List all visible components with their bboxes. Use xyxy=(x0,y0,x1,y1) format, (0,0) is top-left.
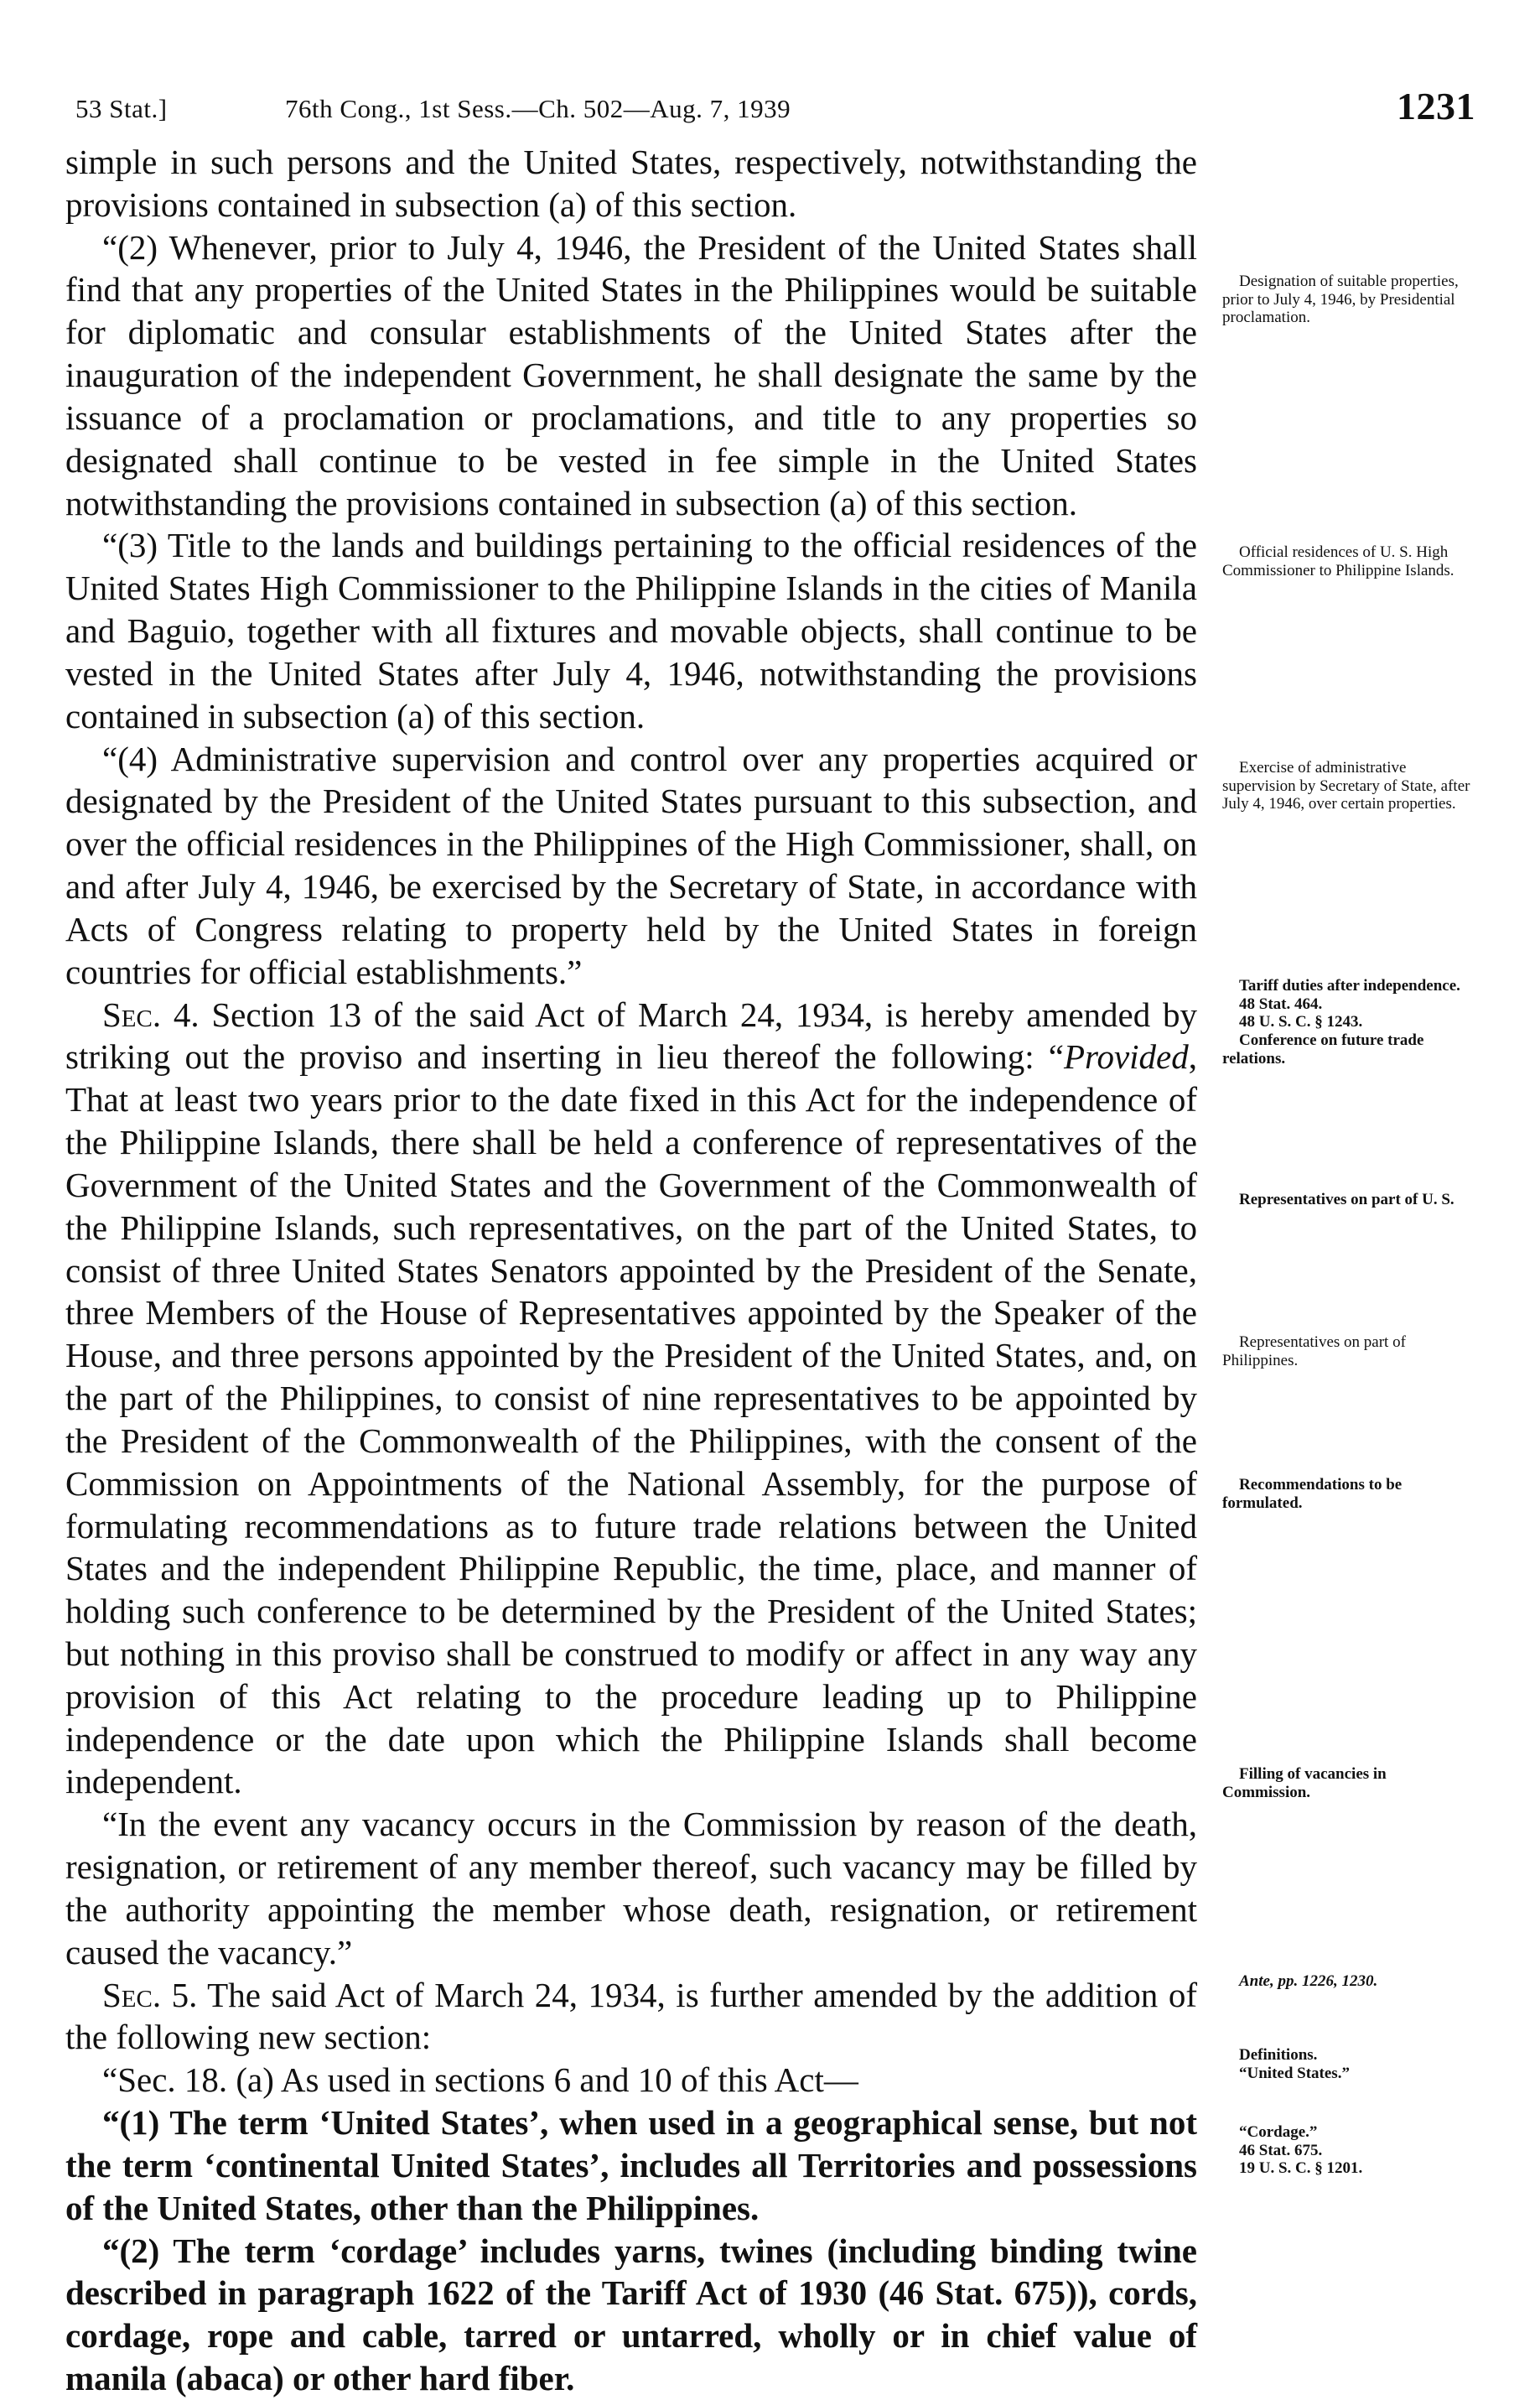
page-number: 1231 xyxy=(1397,85,1475,127)
margin-note-line: “Cordage.” xyxy=(1239,2123,1318,2141)
margin-note-line: Official residences of U. S. High Commissioner to Philippine Islands. xyxy=(1222,543,1454,579)
paragraph-section-18: “Sec. 18. (a) As used in sections 6 and 10 of this Act— xyxy=(102,2060,858,2100)
margin-note-citation: 19 U. S. C. § 1201. xyxy=(1239,2159,1363,2178)
margin-note-line: Representatives on part of Philippines. xyxy=(1222,1333,1406,1369)
section-label: Sec. xyxy=(102,1975,162,2014)
paragraph-continuation: simple in such persons and the United States, respectively, notwithstanding the provisions contained in subsection (a) of this section. xyxy=(65,143,1197,224)
margin-note-citation: 48 U. S. C. § 1243. xyxy=(1239,1013,1363,1031)
paragraph-definition-united-states: “(1) The term ‘United States’, when used in a geographical sense, but not the term ‘continental United States’, includes all Territories and possessions of the United States, other than the Philippines. xyxy=(65,2103,1197,2227)
margin-note-cordage xyxy=(1222,2123,1474,2178)
section-label: Sec. xyxy=(102,995,162,1034)
margin-note-line: Exercise of administrative supervision by Secretary of State, after July 4, 1946, over certain properties. xyxy=(1222,759,1470,813)
paragraph-vacancy: “In the event any vacancy occurs in the Commission by reason of the death, resignation, or retirement of any member thereof, such vacancy may be filled by the authority appointing the member whose death, resignation, or retirement caused the vacancy.” xyxy=(65,1805,1197,1971)
margin-note-line: “United States.” xyxy=(1239,2064,1350,2082)
margin-note-line: Designation of suitable properties, prior to July 4, 1946, by Presidential proclamation. xyxy=(1222,273,1459,327)
margin-note-line: Ante, pp. 1226, 1230. xyxy=(1239,1972,1378,1990)
margin-note-representatives-us xyxy=(1222,1191,1474,1209)
paragraph-section-5 xyxy=(65,1974,1197,2060)
margin-note-line: Representatives on part of U. S. xyxy=(1239,1191,1454,1208)
margin-note-vacancies xyxy=(1222,1765,1474,1801)
margin-note-line: Definitions. xyxy=(1239,2046,1318,2064)
session-chapter-date: 76th Cong., 1st Sess.—Ch. 502—Aug. 7, 1939 xyxy=(285,94,791,123)
margin-note-ante xyxy=(1222,1972,1474,1991)
paragraph-definition-cordage: “(2) The term ‘cordage’ includes yarns, twines (including binding twine described in paragraph 1622 of the Tariff Act of 1930 (46 Stat. 675)), cords, cordage, rope and cable, tarred or untarred, wholly or in chief value of manila (abaca) or other hard fiber. xyxy=(65,2231,1197,2398)
margin-note-definitions xyxy=(1222,2046,1474,2082)
margin-note-line: Conference on future trade relations. xyxy=(1222,1031,1424,1068)
margin-note-designation xyxy=(1222,273,1474,327)
paragraph-subsection-3: “(3) Title to the lands and buildings pertaining to the official residences of the United States High Commissioner to the Philippine Islands in the cities of Manila and Baguio, together with all fixtures and movable objects, shall continue to be vested in the United States after July 4, 1946, notwithstanding the provisions contained in subsection (a) of this section. xyxy=(65,526,1197,735)
page-header xyxy=(75,84,1475,138)
provided-keyword: Provided xyxy=(1063,1037,1189,1077)
margin-note-line: Recommendations to be formulated. xyxy=(1222,1476,1403,1512)
paragraph-subsection-2: “(2) Whenever, prior to July 4, 1946, the President of the United States shall find that any properties of the United States in the Philippines would be suitable for diplomatic and consular establishments of the United States after the inauguration of the independent Government, he shall designate the same by the issuance of a proclamation or proclamations, and title to any properties so designated shall continue to be vested in fee simple in the United States notwithstanding the provisions contained in subsection (a) of this section. xyxy=(65,227,1197,522)
margin-note-citation: 48 Stat. 464. xyxy=(1239,995,1323,1013)
paragraph-section-4 xyxy=(65,994,1197,1804)
paragraph-subsection-4: “(4) Administrative supervision and control over any properties acquired or designated by the President of the United States pursuant to this subsection, and over the official residences in the Philippines of the High Commissioner, shall, on and after July 4, 1946, be exercised by the Secretary of State, in accordance with Acts of Congress relating to property held by the United States in foreign countries for official establishments.” xyxy=(65,739,1197,991)
margin-note-representatives-philippines xyxy=(1222,1333,1474,1369)
margin-note-tariff-duties xyxy=(1222,977,1474,1068)
margin-note-official-residences xyxy=(1222,543,1474,579)
margin-note-administrative-supervision xyxy=(1222,759,1474,813)
section-5-text: 5. The said Act of March 24, 1934, is further amended by the addition of the following new section: xyxy=(65,1975,1197,2057)
section-4-text-a: 4. Section 13 of the said Act of March 24, 1934, is hereby amended by striking out the proviso and inserting in lieu thereof the following: “ xyxy=(65,995,1197,1077)
margin-note-citation: 46 Stat. 675. xyxy=(1239,2141,1323,2159)
margin-note-line: Tariff duties after independence. xyxy=(1239,977,1460,995)
margin-note-recommendations xyxy=(1222,1476,1474,1512)
main-text-column xyxy=(65,141,1197,2400)
statute-volume: 53 Stat.] xyxy=(75,94,168,123)
section-4-text-b: , That at least two years prior to the date fixed in this Act for the independence of the Philippine Islands, there shall be held a conference of representatives of the Government of the United States and the Government of the Commonwealth of the Philippine Islands, such representatives, on the part of the United States, to consist of three United States Senators appointed by the President of the Senate, three Members of the House of Representatives appointed by the Speaker of the House, and three persons appointed by the President of the United States, and, on the part of the Philippines, to consist of nine representatives to be appointed by the President of the Commonwealth of the Philippines, with the consent of the Commission on Appointments of the National Assembly, for the purpose of formulating recommendations as to future trade relations between the United States and the independent Philippine Republic, the time, place, and manner of holding such conference to be determined by the President of the United States; but nothing in this proviso shall be construed to modify or affect in any way any provision of this Act relating to the procedure leading up to Philippine independence or the date upon which the Philippine Islands shall become independent. xyxy=(65,1037,1197,1801)
margin-note-line: Filling of vacancies in Commission. xyxy=(1222,1765,1387,1801)
